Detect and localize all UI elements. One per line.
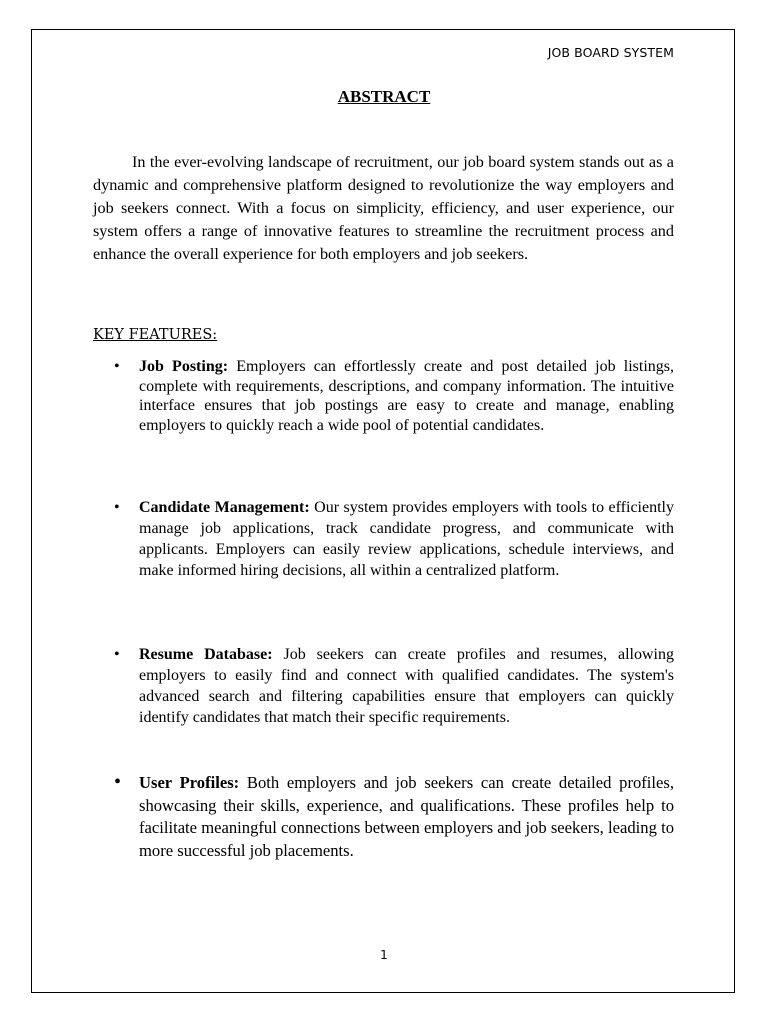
feature-description: Job seekers can create profiles and resumes, allowing employers to easily find and connect with qualified candidates. The system's advanced search and filtering capabilities ensure that employers can quickly identify candidates that match their specific requirements. — [139, 646, 675, 726]
bullet-icon: • — [114, 771, 122, 793]
page-title: ABSTRACT — [337, 87, 431, 106]
feature-name: Job Posting: — [139, 358, 229, 375]
feature-name: User Profiles: — [139, 773, 240, 792]
feature-item-candidate-management — [114, 497, 674, 581]
bullet-icon: • — [114, 646, 120, 663]
feature-description: Both employers and job seekers can create detailed profiles, showcasing their skills, experience, and qualifications. These profiles help to facilitate meaningful connections between employers and job seekers, leading to more successful job placements. — [139, 773, 674, 860]
feature-item-job-posting — [114, 357, 674, 436]
abstract-paragraph: In the ever-evolving landscape of recruitment, our job board system stands out as a dynamic and comprehensive platform designed to revolutionize the way employers and job seekers connect. With a focus on simplicity, efficiency, and user experience, our system offers a range of innovative features to streamline the recruitment process and enhance the overall experience for both employers and job seekers. — [93, 153, 674, 263]
key-features-heading: KEY FEATURES: — [93, 327, 218, 343]
feature-item-user-profiles — [114, 771, 674, 862]
bullet-icon: • — [114, 358, 120, 375]
feature-name: Candidate Management: — [139, 499, 310, 516]
page-number: 1 — [380, 948, 388, 962]
bullet-icon: • — [114, 499, 120, 516]
running-header: JOB BOARD SYSTEM — [547, 45, 674, 60]
feature-item-resume-database — [114, 644, 675, 728]
feature-name: Resume Database: — [139, 646, 273, 663]
feature-description: Our system provides employers with tools to efficiently manage job applications, track candidate progress, and communicate with applicants. Employers can easily review applications, schedule interviews, and make informed hiring decisions, all within a centralized platform. — [139, 499, 674, 579]
feature-description: Employers can effortlessly create and post detailed job listings, complete with requirements, descriptions, and company information. The intuitive interface ensures that job postings are easy to create and manage, enabling employers to quickly reach a wide pool of potential candidates. — [139, 358, 674, 435]
